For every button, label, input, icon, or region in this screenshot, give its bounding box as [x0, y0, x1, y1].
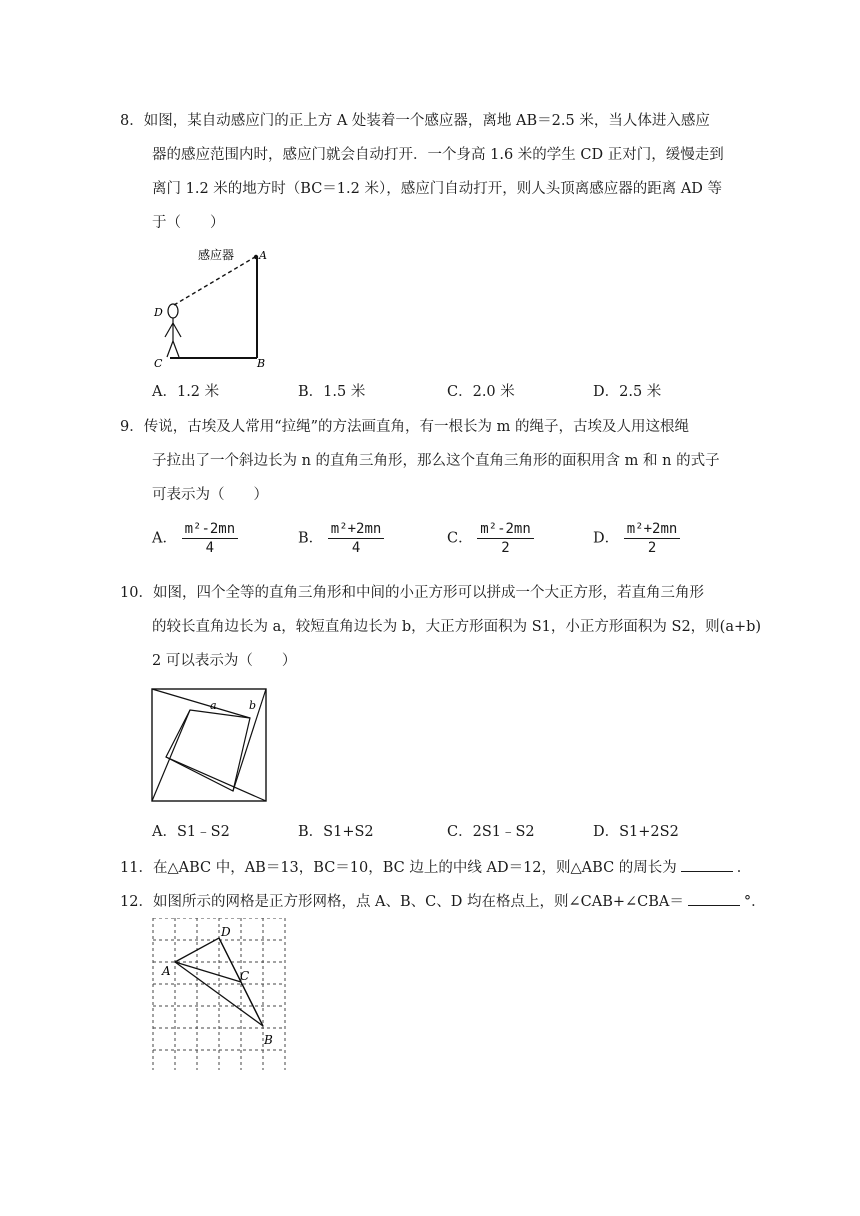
q10-line-2: 的较长直角边长为 a，较短直角边长为 b，大正方形面积为 S1，小正方形面积为 S2，则(a+b): [152, 619, 762, 635]
point-label-d: D: [154, 306, 163, 319]
q10-line-3: 2 可以表示为（ ）: [152, 653, 297, 669]
point-label-b: B: [257, 357, 266, 368]
fraction-denominator: 2: [501, 540, 510, 556]
q8-door-figure: [150, 243, 275, 368]
fraction-denominator: 2: [647, 540, 657, 556]
triangle-adb: [175, 938, 263, 1026]
segment-ac: [175, 962, 241, 982]
segment-cb: [241, 982, 263, 1026]
q8-line-4: 于（ ）: [152, 215, 225, 231]
q10-line-1: 10．如图，四个全等的直角三角形和中间的小正方形可以拼成一个大正方形，若直角三角形: [120, 585, 704, 601]
grid-label-c: C: [240, 969, 250, 983]
q10-option-b[interactable]: B．S1+S2: [298, 824, 374, 840]
q12-line: [120, 893, 766, 910]
fraction-numerator: m²+2mn: [328, 522, 385, 539]
q8-option-d[interactable]: D．2.5 米: [593, 384, 662, 400]
q12-end: °．: [743, 894, 766, 910]
segment-dc: [219, 938, 241, 982]
fraction-denominator: 4: [205, 540, 215, 556]
fraction: [328, 522, 385, 555]
point-label-a: A: [259, 249, 267, 262]
q8-option-a[interactable]: A．1.2 米: [152, 384, 220, 400]
grid-label-d: D: [221, 925, 231, 939]
q10-option-d[interactable]: D．S1+2S2: [593, 824, 679, 840]
q8-line-2: 器的感应范围内时，感应门就会自动打开．一个身高 1.6 米的学生 CD 正对门，缓慢走到: [152, 147, 724, 163]
q9-option-d[interactable]: [593, 522, 680, 555]
q10-square-figure: [150, 687, 270, 805]
grid-label-a: A: [162, 964, 171, 978]
fraction-numerator: m²-2mn: [182, 522, 239, 539]
q9-line-1: 9．传说，古埃及人常用“拉绳”的方法画直角，有一根长为 m 的绳子，古埃及人用这根绳: [120, 419, 690, 435]
q11-text: 11．在△ABC 中，AB＝13，BC＝10，BC 边上的中线 AD＝12，则△ABC 的周长为: [120, 860, 677, 876]
sensor-point-a: [254, 255, 258, 259]
q8-line-1: 8．如图，某自动感应门的正上方 A 处装着一个感应器，离地 AB＝2.5 米，当人体进入感应: [120, 113, 710, 129]
q8-line-3: 离门 1.2 米的地方时（BC＝1.2 米），感应门自动打开，则人头顶离感应器的距离 AD 等: [152, 181, 723, 197]
q9-option-c[interactable]: [447, 522, 534, 555]
q8-option-c[interactable]: C．2.0 米: [447, 384, 515, 400]
q10-option-a[interactable]: A．S1﹣S2: [152, 824, 230, 840]
side-label-a: a: [210, 699, 217, 712]
fraction: [624, 522, 681, 555]
option-letter: C．: [447, 530, 473, 547]
option-letter: B．: [298, 530, 324, 547]
q9-option-b[interactable]: [298, 522, 384, 555]
side-label-b: b: [249, 699, 257, 712]
q12-text: 12．如图所示的网格是正方形网格，点 A、B、C、D 均在格点上，则∠CAB+∠CBA＝: [120, 894, 684, 910]
q9-line-3: 可表示为（ ）: [152, 487, 268, 503]
option-letter: A．: [152, 530, 177, 547]
fraction-denominator: 4: [351, 540, 361, 556]
q9-option-a[interactable]: [152, 522, 238, 555]
option-letter: D．: [593, 530, 620, 547]
sensor-dashed-line: [174, 257, 255, 305]
fraction: [477, 522, 534, 555]
q11-end: ．: [736, 860, 752, 876]
point-label-c: C: [154, 357, 163, 368]
q8-option-b[interactable]: B．1.5 米: [298, 384, 366, 400]
q12-grid-figure: [150, 918, 290, 1070]
q11-line: [120, 859, 751, 876]
fraction: [182, 522, 239, 555]
grid-label-b: B: [264, 1033, 273, 1047]
q10-option-c[interactable]: C．2S1﹣S2: [447, 824, 535, 840]
student-figure-icon: [165, 304, 181, 357]
q11-answer-blank[interactable]: [681, 859, 733, 872]
q12-answer-blank[interactable]: [688, 893, 740, 906]
q9-line-2: 子拉出了一个斜边长为 n 的直角三角形，那么这个直角三角形的面积用含 m 和 n 的式子: [152, 453, 720, 469]
fraction-numerator: m²+2mn: [624, 522, 681, 539]
sensor-label: 感应器: [198, 248, 235, 262]
fraction-numerator: m²-2mn: [477, 522, 534, 539]
